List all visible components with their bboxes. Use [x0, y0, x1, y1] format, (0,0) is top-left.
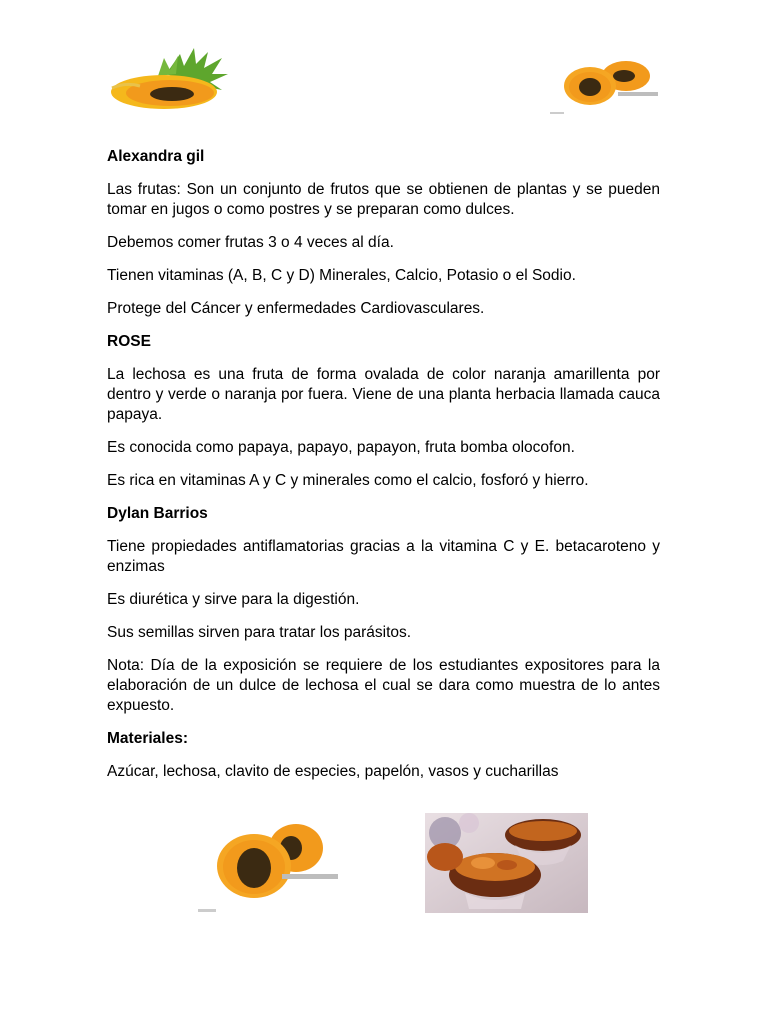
papaya-halves-icon: [196, 818, 340, 916]
paragraph: Sus semillas sirven para tratar los parásitos.: [107, 624, 412, 641]
section-author-alexandra: Alexandra gil: [107, 148, 205, 165]
section-author-rose: ROSE: [107, 333, 151, 350]
section-materials-heading: Materiales:: [107, 730, 188, 747]
paragraph: Debemos comer frutas 3 o 4 veces al día.: [107, 234, 394, 251]
papaya-halves-icon: [548, 56, 660, 118]
paragraph: Es rica en vitaminas A y C y minerales como el calcio, fosforó y hierro.: [107, 472, 589, 489]
paragraph: La lechosa es una fruta de forma ovalada de color naranja amarillenta por dentro y verde o naranja por fuera. Viene de una planta herbacia llamada cauca papaya.: [107, 366, 660, 423]
papaya-dessert-photo: [425, 813, 588, 913]
section-author-dylan: Dylan Barrios: [107, 505, 208, 522]
paragraph: Es diurética y sirve para la digestión.: [107, 591, 360, 608]
papaya-with-leaves-icon: [106, 44, 232, 114]
paragraph: Tienen vitaminas (A, B, C y D) Minerales, Calcio, Potasio o el Sodio.: [107, 267, 576, 284]
paragraph-materials: Azúcar, lechosa, clavito de especies, papelón, vasos y cucharillas: [107, 763, 559, 780]
paragraph: Protege del Cáncer y enfermedades Cardiovasculares.: [107, 300, 485, 317]
paragraph: Tiene propiedades antiflamatorias gracias a la vitamina C y E. betacaroteno y enzimas: [107, 538, 660, 575]
paragraph-note: Nota: Día de la exposición se requiere de los estudiantes expositores para la elaboración de un dulce de lechosa el cual se dara como muestra de lo antes expuesto.: [107, 657, 660, 714]
document-body: [107, 147, 660, 782]
paragraph: Las frutas: Son un conjunto de frutos que se obtienen de plantas y se pueden tomar en jugos o como postres y se preparan como dulces.: [107, 181, 660, 218]
paragraph: Es conocida como papaya, papayo, papayon, fruta bomba olocofon.: [107, 439, 575, 456]
